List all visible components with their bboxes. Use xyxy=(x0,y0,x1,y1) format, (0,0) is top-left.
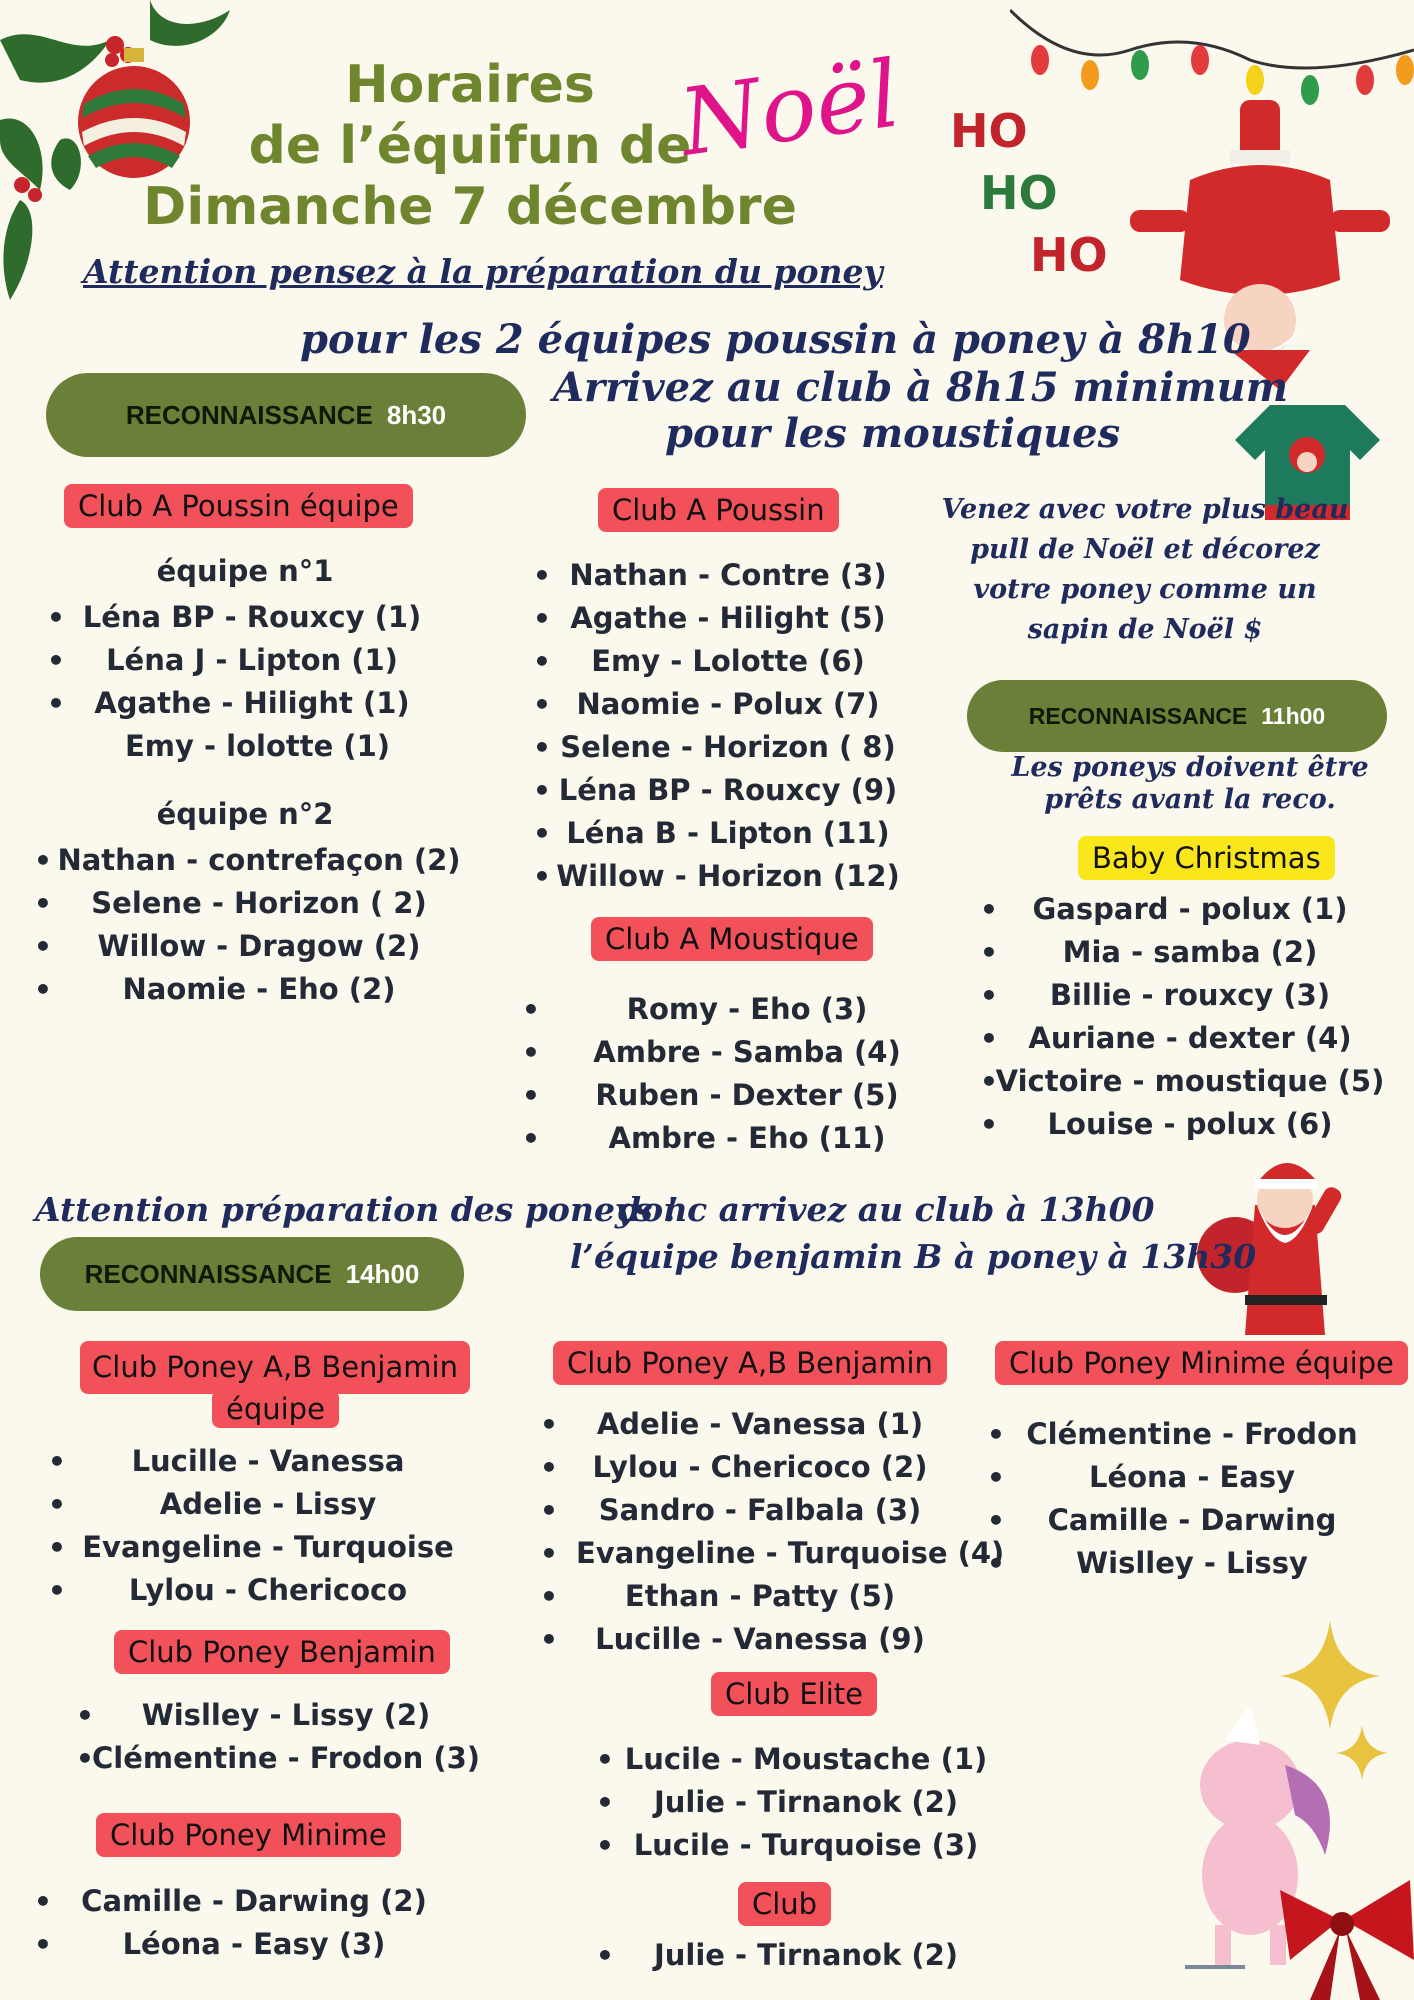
list-item: Emy - lolotte (1) xyxy=(125,729,391,763)
list-item: • Evangeline - Turquoise xyxy=(48,1526,488,1569)
club-list xyxy=(596,1934,1016,1977)
list-item: • Agathe - Hilight (5) xyxy=(533,597,923,640)
reconnaissance-time: 8h30 xyxy=(386,399,447,430)
list-item: • Léna B - Lipton (11) xyxy=(533,812,923,855)
ho-1: HO xyxy=(950,104,1028,158)
list-item: • Naomie - Polux (7) xyxy=(533,683,923,726)
list-item: • Emy - Lolotte (6) xyxy=(533,640,923,683)
list-item: • Ruben - Dexter (5) xyxy=(522,1074,972,1117)
ho-3: HO xyxy=(1030,228,1108,282)
list-item: • Willow - Horizon (12) xyxy=(533,855,923,898)
list-item: • Naomie - Eho (2) xyxy=(34,968,484,1011)
list-item: • Lylou - Chericoco xyxy=(48,1569,488,1612)
label-club: Club xyxy=(738,1882,831,1926)
list-item: • Clémentine - Frodon (3) xyxy=(76,1737,496,1780)
list-item: • Lylou - Chericoco (2) xyxy=(540,1446,980,1489)
minime-equipe-list xyxy=(987,1413,1397,1585)
reconnaissance-badge-3 xyxy=(40,1237,464,1311)
list-item: • Julie - Tirnanok (2) xyxy=(596,1934,1016,1977)
afternoon-arrive-note: donc arrivez au club à 13h00 xyxy=(618,1190,1155,1229)
elite-list xyxy=(596,1738,1016,1867)
list-item: • Selene - Horizon ( 2) xyxy=(34,882,484,925)
list-item: • Ethan - Patty (5) xyxy=(540,1575,980,1618)
list-item: • Agathe - Hilight (1) xyxy=(47,682,457,725)
list-item: • Evangeline - Turquoise (4) xyxy=(540,1532,980,1575)
list-item: • Lucile - Moustache (1) xyxy=(596,1738,1016,1781)
list-item: • Ambre - Samba (4) xyxy=(522,1031,972,1074)
label-benjamin: Club Poney Benjamin xyxy=(114,1630,450,1674)
list-item: • Léna J - Lipton (1) xyxy=(47,639,457,682)
moustique-list xyxy=(522,988,972,1160)
list-item: • Wislley - Lissy xyxy=(987,1542,1397,1585)
hohoho-text xyxy=(950,100,1108,286)
baby-list xyxy=(980,888,1400,1146)
list-item: • Julie - Tirnanok (2) xyxy=(596,1781,1016,1824)
ho-2: HO xyxy=(980,166,1058,220)
reconnaissance-time: 11h00 xyxy=(1261,702,1326,729)
minime-list xyxy=(34,1880,474,1966)
team2-title: équipe n°2 xyxy=(156,797,334,831)
list-item: • Lucille - Vanessa xyxy=(48,1440,488,1483)
list-item: • Camille - Darwing xyxy=(987,1499,1397,1542)
list-item: • Sandro - Falbala (3) xyxy=(540,1489,980,1532)
list-item: • Gaspard - polux (1) xyxy=(980,888,1400,931)
list-item: • Selene - Horizon ( 8) xyxy=(533,726,923,769)
label-minime-equipe: Club Poney Minime équipe xyxy=(995,1341,1408,1385)
afternoon-prep-note: Attention préparation des poneys ! xyxy=(35,1190,679,1229)
label-minime: Club Poney Minime xyxy=(96,1813,401,1857)
arrive-line-2: pour les moustiques xyxy=(665,410,1121,457)
team2-list xyxy=(34,839,484,1011)
list-item: • Auriane - dexter (4) xyxy=(980,1017,1400,1060)
pull-note: Venez avec votre plus beau pull de Noël et décorez votre poney comme un sapin de Noël $ xyxy=(941,494,1349,645)
reconnaissance-label: RECONNAISSANCE xyxy=(1028,702,1248,729)
list-item: • Victoire - moustique (5) xyxy=(980,1060,1400,1103)
prep-line-note: pour les 2 équipes poussin à poney à 8h10 xyxy=(300,316,1251,363)
label-moustique: Club A Moustique xyxy=(591,917,873,961)
label-benjamin-equipe xyxy=(80,1341,470,1394)
list-item: • Ambre - Eho (11) xyxy=(522,1117,972,1160)
noel-script: Noël xyxy=(673,40,907,177)
reconnaissance-label: RECONNAISSANCE xyxy=(84,1258,332,1289)
reconnaissance-time: 14h00 xyxy=(345,1258,420,1289)
prep-title-note: Attention pensez à la préparation du poney xyxy=(83,252,883,291)
reconnaissance-badge-2 xyxy=(967,680,1387,752)
ribbon-bow-icon xyxy=(1270,1850,1414,2000)
poussin-list xyxy=(533,554,923,898)
list-item: • Léona - Easy xyxy=(987,1456,1397,1499)
benjamin-list xyxy=(76,1694,496,1780)
title-line-3: Dimanche 7 décembre xyxy=(143,177,797,237)
list-item: • Adelie - Vanessa (1) xyxy=(540,1403,980,1446)
list-item: • Léona - Easy (3) xyxy=(34,1923,474,1966)
benjamin-equipe-list xyxy=(48,1440,488,1612)
label-elite: Club Elite xyxy=(711,1672,877,1716)
list-item: • Mia - samba (2) xyxy=(980,931,1400,974)
label-poussin-equipe: Club A Poussin équipe xyxy=(64,484,413,528)
list-item: • Romy - Eho (3) xyxy=(522,988,972,1031)
benjamin-ab-list xyxy=(540,1403,1005,1661)
list-item: • Clémentine - Frodon xyxy=(987,1413,1397,1456)
list-item: • Wislley - Lissy (2) xyxy=(76,1694,496,1737)
reconnaissance-badge-1 xyxy=(46,373,526,457)
list-item: • Nathan - Contre (3) xyxy=(533,554,923,597)
list-item: • Lucile - Turquoise (3) xyxy=(596,1824,1016,1867)
list-item: • Adelie - Lissy xyxy=(48,1483,488,1526)
label-line: Club Poney A,B Benjamin xyxy=(92,1350,458,1384)
label-benjamin-ab: Club Poney A,B Benjamin xyxy=(553,1341,947,1385)
reconnaissance-label: RECONNAISSANCE xyxy=(125,399,373,430)
list-item: • Léna BP - Rouxcy (1) xyxy=(47,596,457,639)
title-line-2: de l’équifun de xyxy=(248,116,692,176)
list-item: • Willow - Dragow (2) xyxy=(34,925,484,968)
list-item: • Nathan - contrefaçon (2) xyxy=(34,839,484,882)
list-item: • Lucille - Vanessa (9) xyxy=(540,1618,980,1661)
list-item: • Camille - Darwing (2) xyxy=(34,1880,474,1923)
list-item: • Louise - polux (6) xyxy=(980,1103,1400,1146)
label-baby-christmas: Baby Christmas xyxy=(1078,836,1335,880)
prets-note: Les poneys doivent être prêts avant la reco. xyxy=(1011,752,1369,815)
list-item: • Léna BP - Rouxcy (9) xyxy=(533,769,923,812)
label-poussin: Club A Poussin xyxy=(598,488,839,532)
arrive-line-1: Arrivez au club à 8h15 minimum xyxy=(553,364,1289,411)
afternoon-team-note: l’équipe benjamin B à poney à 13h30 xyxy=(570,1237,1257,1276)
list-item: • Billie - rouxcy (3) xyxy=(980,974,1400,1017)
team1-title: équipe n°1 xyxy=(156,554,334,588)
title-line-1: Horaires xyxy=(345,55,595,115)
team1-list xyxy=(47,596,457,768)
label-benjamin-equipe-line2: équipe xyxy=(212,1390,339,1428)
